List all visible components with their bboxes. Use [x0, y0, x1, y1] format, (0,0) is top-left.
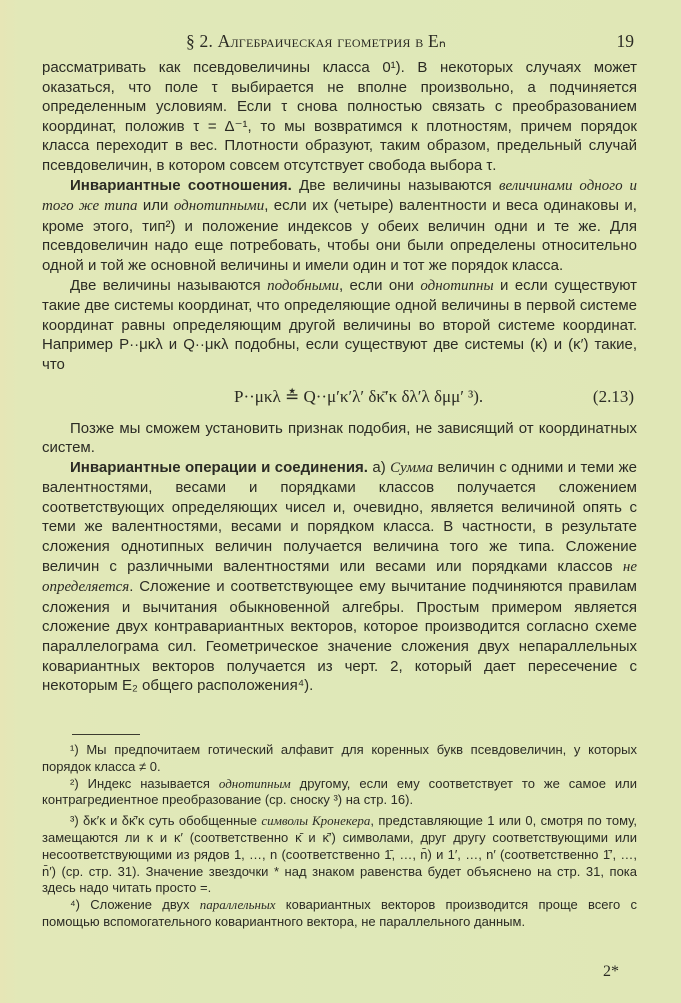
footnote-rule [72, 734, 140, 735]
footnote-3 [42, 813, 637, 897]
display-equation [42, 379, 637, 413]
emphasis: параллельных [199, 897, 276, 913]
emphasis: подобными [267, 277, 339, 294]
page-number: 19 [616, 31, 634, 51]
emphasis: однотипны [420, 277, 494, 294]
run-in-heading: Инвариантные соотношения. [70, 176, 292, 194]
paragraph-invariant-relations [42, 176, 637, 276]
section-title: § 2. Алгебраическая геометрия в Eₙ [186, 31, 447, 51]
text: ³) δκ′κ и δκ̄′κ суть обобщенные [70, 813, 262, 829]
text: Две величины называются [70, 276, 268, 294]
text: и если существуют такие две системы координат, что определяющие одной величины в первой системе координат равны определяющим другой величины во второй системе координат. Например P··μκλ и Q··μκλ подобны, если существуют две системы (κ) и (κ′) такие, что [42, 276, 638, 373]
text: Две величины называются [291, 176, 499, 194]
paragraph-similar [42, 276, 637, 375]
paragraph-continuation: рассматривать как псевдовеличины класса 0¹). В некоторых случаях может оказаться, что поле τ выбирается не вполне произвольно, а подчиняется определенным условиям. Если τ снова полностью связать с преобразованием координат, положив τ = Δ⁻¹, то мы возвратимся к плотностям, причем порядок класса переходит в вес. Плотности образуют, таким образом, предельный случай псевдовеличин, в котором совсем отсутствует свобода выбора τ. [42, 59, 637, 174]
text: , если их (четыре) валентности и веса одинаковы и, кроме этого, тип²) и положение индексов у обеих величин одни и те же. Для псевдовеличин надо еще потребовать, чтобы они были определены относительно одной и той же основной величины и имели один и тот же порядок класса. [42, 197, 637, 274]
paragraph-invariant-operations [42, 458, 637, 696]
text: . Сложение и соответствующее ему вычитание подчиняются правилам сложения и вычитания обыкновенной алгебры. Простым примером является сложение двух контравариантных векторов, которое производится согласно схеме параллелограма сил. Геометрическое значение сложения двух непараллельных ковариантных векторов получается из черт. 2, который дает пересечение с некоторым E₂ общего расположения⁴). [42, 578, 637, 695]
text: ⁴) Сложение двух [70, 897, 200, 913]
emphasis: Сумма [390, 459, 434, 476]
equation-formula: P··μκλ ≛ Q··μ′κ′λ′ δκ̄′κ δλ′λ δμμ′ ³). [234, 386, 484, 406]
run-in-heading: Инвариантные операции и соединения. [70, 458, 368, 476]
footnote-2 [42, 776, 637, 810]
emphasis: однотипными [173, 198, 265, 215]
text: , если они [338, 276, 421, 294]
footnotes [42, 742, 637, 931]
text: или [137, 197, 174, 215]
emphasis: величинами одного и того же типа [42, 177, 637, 215]
main-text [42, 58, 637, 696]
footnote-1: ¹) Мы предпочитаем готический алфавит для коренных букв псевдовеличин, у которых порядок класса ≠ 0. [42, 742, 637, 774]
text: а) [367, 458, 391, 476]
equation-number: (2.13) [592, 386, 634, 406]
text: другому, если ему соответствует то же самое или контрагредиентное преобразование (ср. сноску ³) на стр. 16). [42, 775, 637, 808]
signature-mark: 2* [603, 963, 619, 980]
emphasis: символы Кронекера [261, 813, 371, 829]
text: , представляющие 1 или 0, смотря по тому, замещаются ли κ и κ′ (соответственно κ̄ и κ̄′) символами, друг другу соответствующими или несоответствующими из рядов 1, …, n (соответственно 1̄, …, n̄) и 1′, …, n′ (соответственно 1̄′, …, n̄′) (ср. стр. 31). Значение звездочки * над знаком равенства будет объяснено на стр. 31, пока здесь надо читать просто =. [42, 813, 637, 896]
text: ²) Индекс называется [70, 775, 219, 791]
paragraph-later: Позже мы сможем установить признак подобия, не зависящий от координатных систем. [42, 419, 637, 457]
text: величин с одними и теми же валентностями, весами и порядками классов получается сложением соответствующих определяющих чисел и, очевидно, является величиной опять с теми же валентностями, весами и порядком класса. В частности, в результате сложения однотипных величин получается величина того же типа. Сложение величин с различными валентностями или весами или порядками классов [42, 458, 637, 575]
footnote-4 [42, 897, 637, 931]
running-header [42, 31, 637, 55]
emphasis: не определяется [42, 558, 637, 596]
emphasis: однотипным [218, 775, 291, 791]
text: ковариантных векторов производится проще всего с помощью вспомогательного ковариантного вектора, не параллельного данным. [42, 897, 637, 929]
